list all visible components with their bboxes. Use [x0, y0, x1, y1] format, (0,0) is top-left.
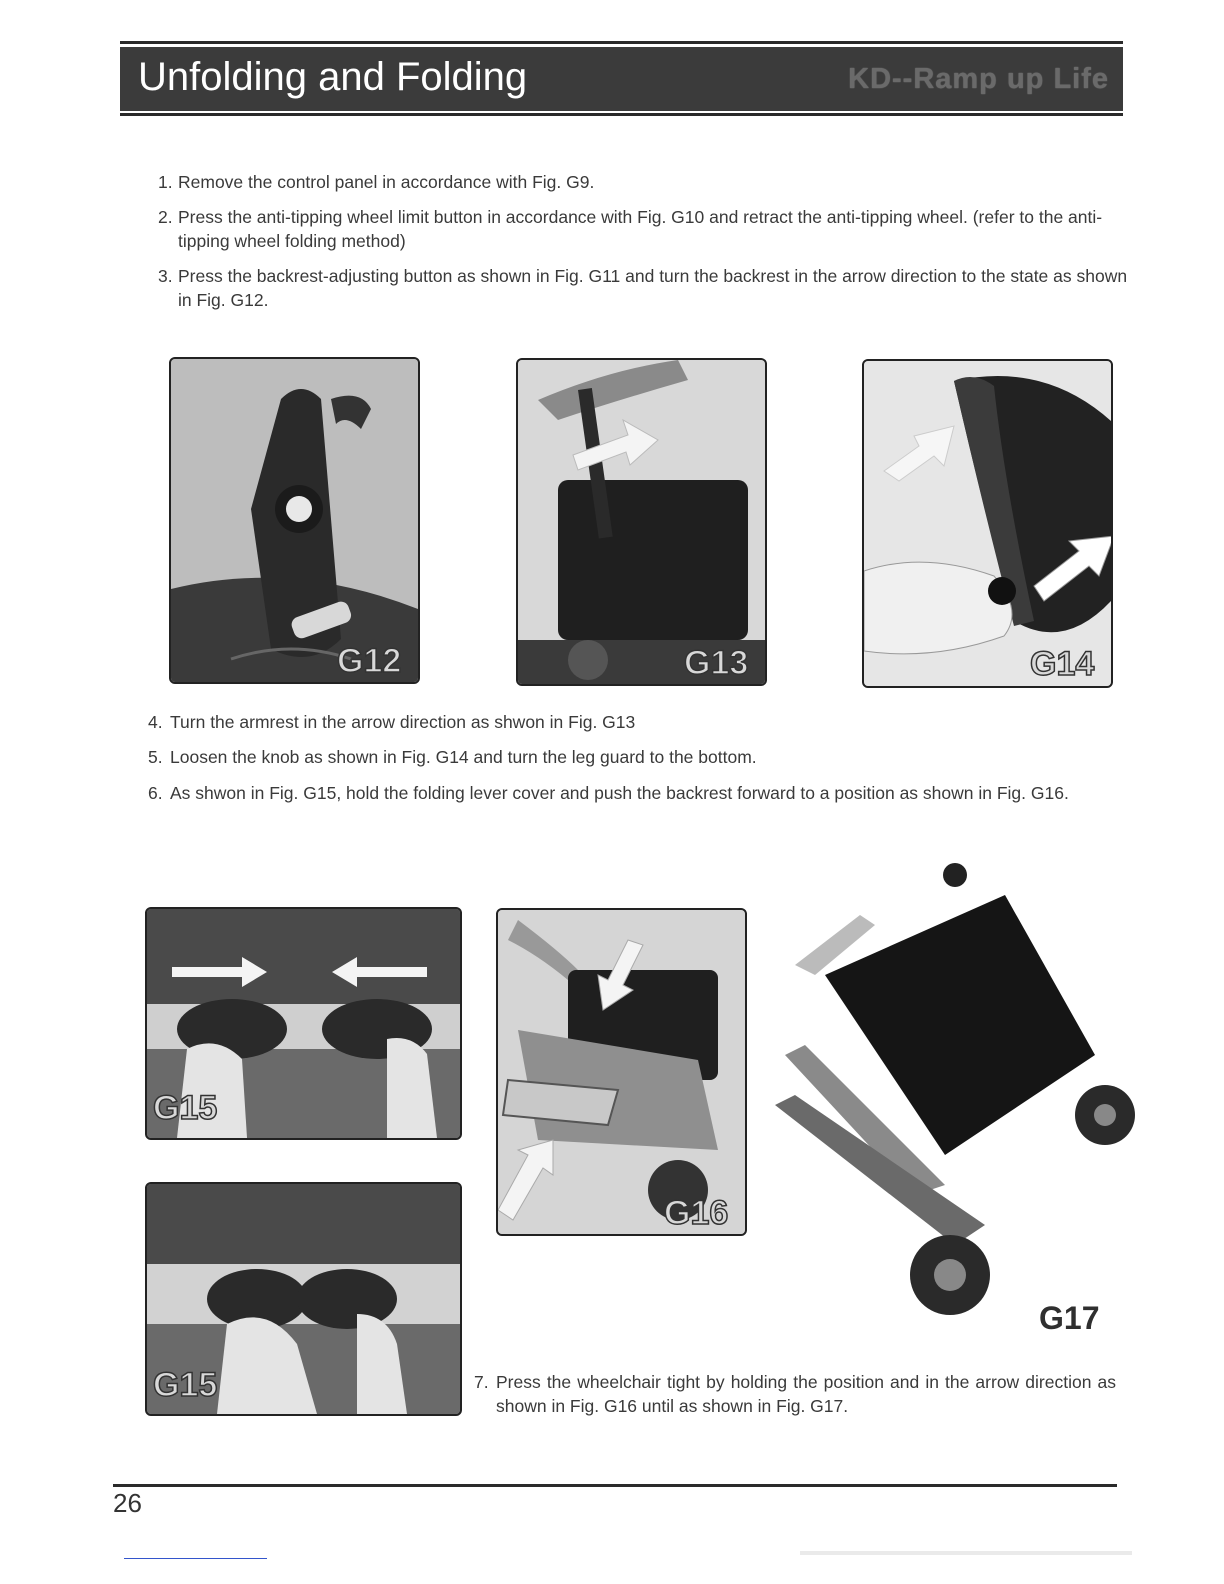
- figure-g15-top-label: G15: [153, 1089, 218, 1127]
- figure-g12-label: G12: [337, 642, 402, 680]
- step-2: [158, 205, 1128, 253]
- step-3: [158, 264, 1128, 312]
- figure-g14-photo: [862, 359, 1113, 688]
- page-number: 26: [113, 1488, 142, 1518]
- step-text: Press the wheelchair tight by holding the position and in the arrow direction as shown in Fig. G16 until as shown in Fig. G17.: [496, 1372, 1116, 1416]
- step-7: [474, 1370, 1116, 1418]
- figure-g14-label: G14: [1030, 645, 1095, 683]
- figure-g15-bottom-label: G15: [153, 1366, 218, 1404]
- figure-g16-label: G16: [664, 1194, 729, 1232]
- header-bottom-rule: [120, 113, 1123, 116]
- step-1: [158, 170, 1128, 194]
- page-header: [120, 47, 1123, 111]
- step-number: 5.: [148, 747, 163, 767]
- step-5: [148, 745, 1128, 769]
- step-text: Loosen the knob as shown in Fig. G14 and turn the leg guard to the bottom.: [170, 747, 757, 767]
- step-number: 3.: [158, 266, 173, 286]
- step-number: 6.: [148, 783, 163, 803]
- figure-g15-bottom-photo: [145, 1182, 462, 1416]
- footer-rule: [113, 1484, 1117, 1487]
- figure-g16-photo: [496, 908, 747, 1236]
- figure-g13-label: G13: [684, 644, 749, 682]
- step-text: Press the anti-tipping wheel limit button in accordance with Fig. G10 and retract the anti-tipping wheel. (refer to the anti-tipping wheel folding method): [178, 207, 1103, 251]
- page-title: Unfolding and Folding: [138, 55, 528, 99]
- step-4: [148, 710, 1128, 734]
- step-number: 7.: [474, 1372, 489, 1392]
- bottom-underline: [124, 1558, 267, 1559]
- bottom-scan-artifact: [800, 1551, 1132, 1555]
- figure-g15-top-photo: [145, 907, 462, 1140]
- figure-g12-photo: [169, 357, 420, 684]
- step-6: [148, 781, 1128, 805]
- figure-g13-photo: [516, 358, 767, 686]
- step-number: 4.: [148, 712, 163, 732]
- brand-watermark: KD--Ramp up Life: [848, 63, 1109, 95]
- step-text: Turn the armrest in the arrow direction as shwon in Fig. G13: [170, 712, 636, 732]
- figure-g17-label: G17: [1039, 1300, 1100, 1336]
- step-text: Remove the control panel in accordance with Fig. G9.: [178, 172, 595, 192]
- figure-g17-photo: [765, 855, 1140, 1345]
- step-number: 2.: [158, 207, 173, 227]
- step-number: 1.: [158, 172, 173, 192]
- header-top-rule: [120, 41, 1123, 44]
- step-text: As shwon in Fig. G15, hold the folding lever cover and push the backrest forward to a position as shown in Fig. G16.: [170, 783, 1069, 803]
- step-text: Press the backrest-adjusting button as shown in Fig. G11 and turn the backrest in the arrow direction to the state as shown in Fig. G12.: [178, 266, 1128, 310]
